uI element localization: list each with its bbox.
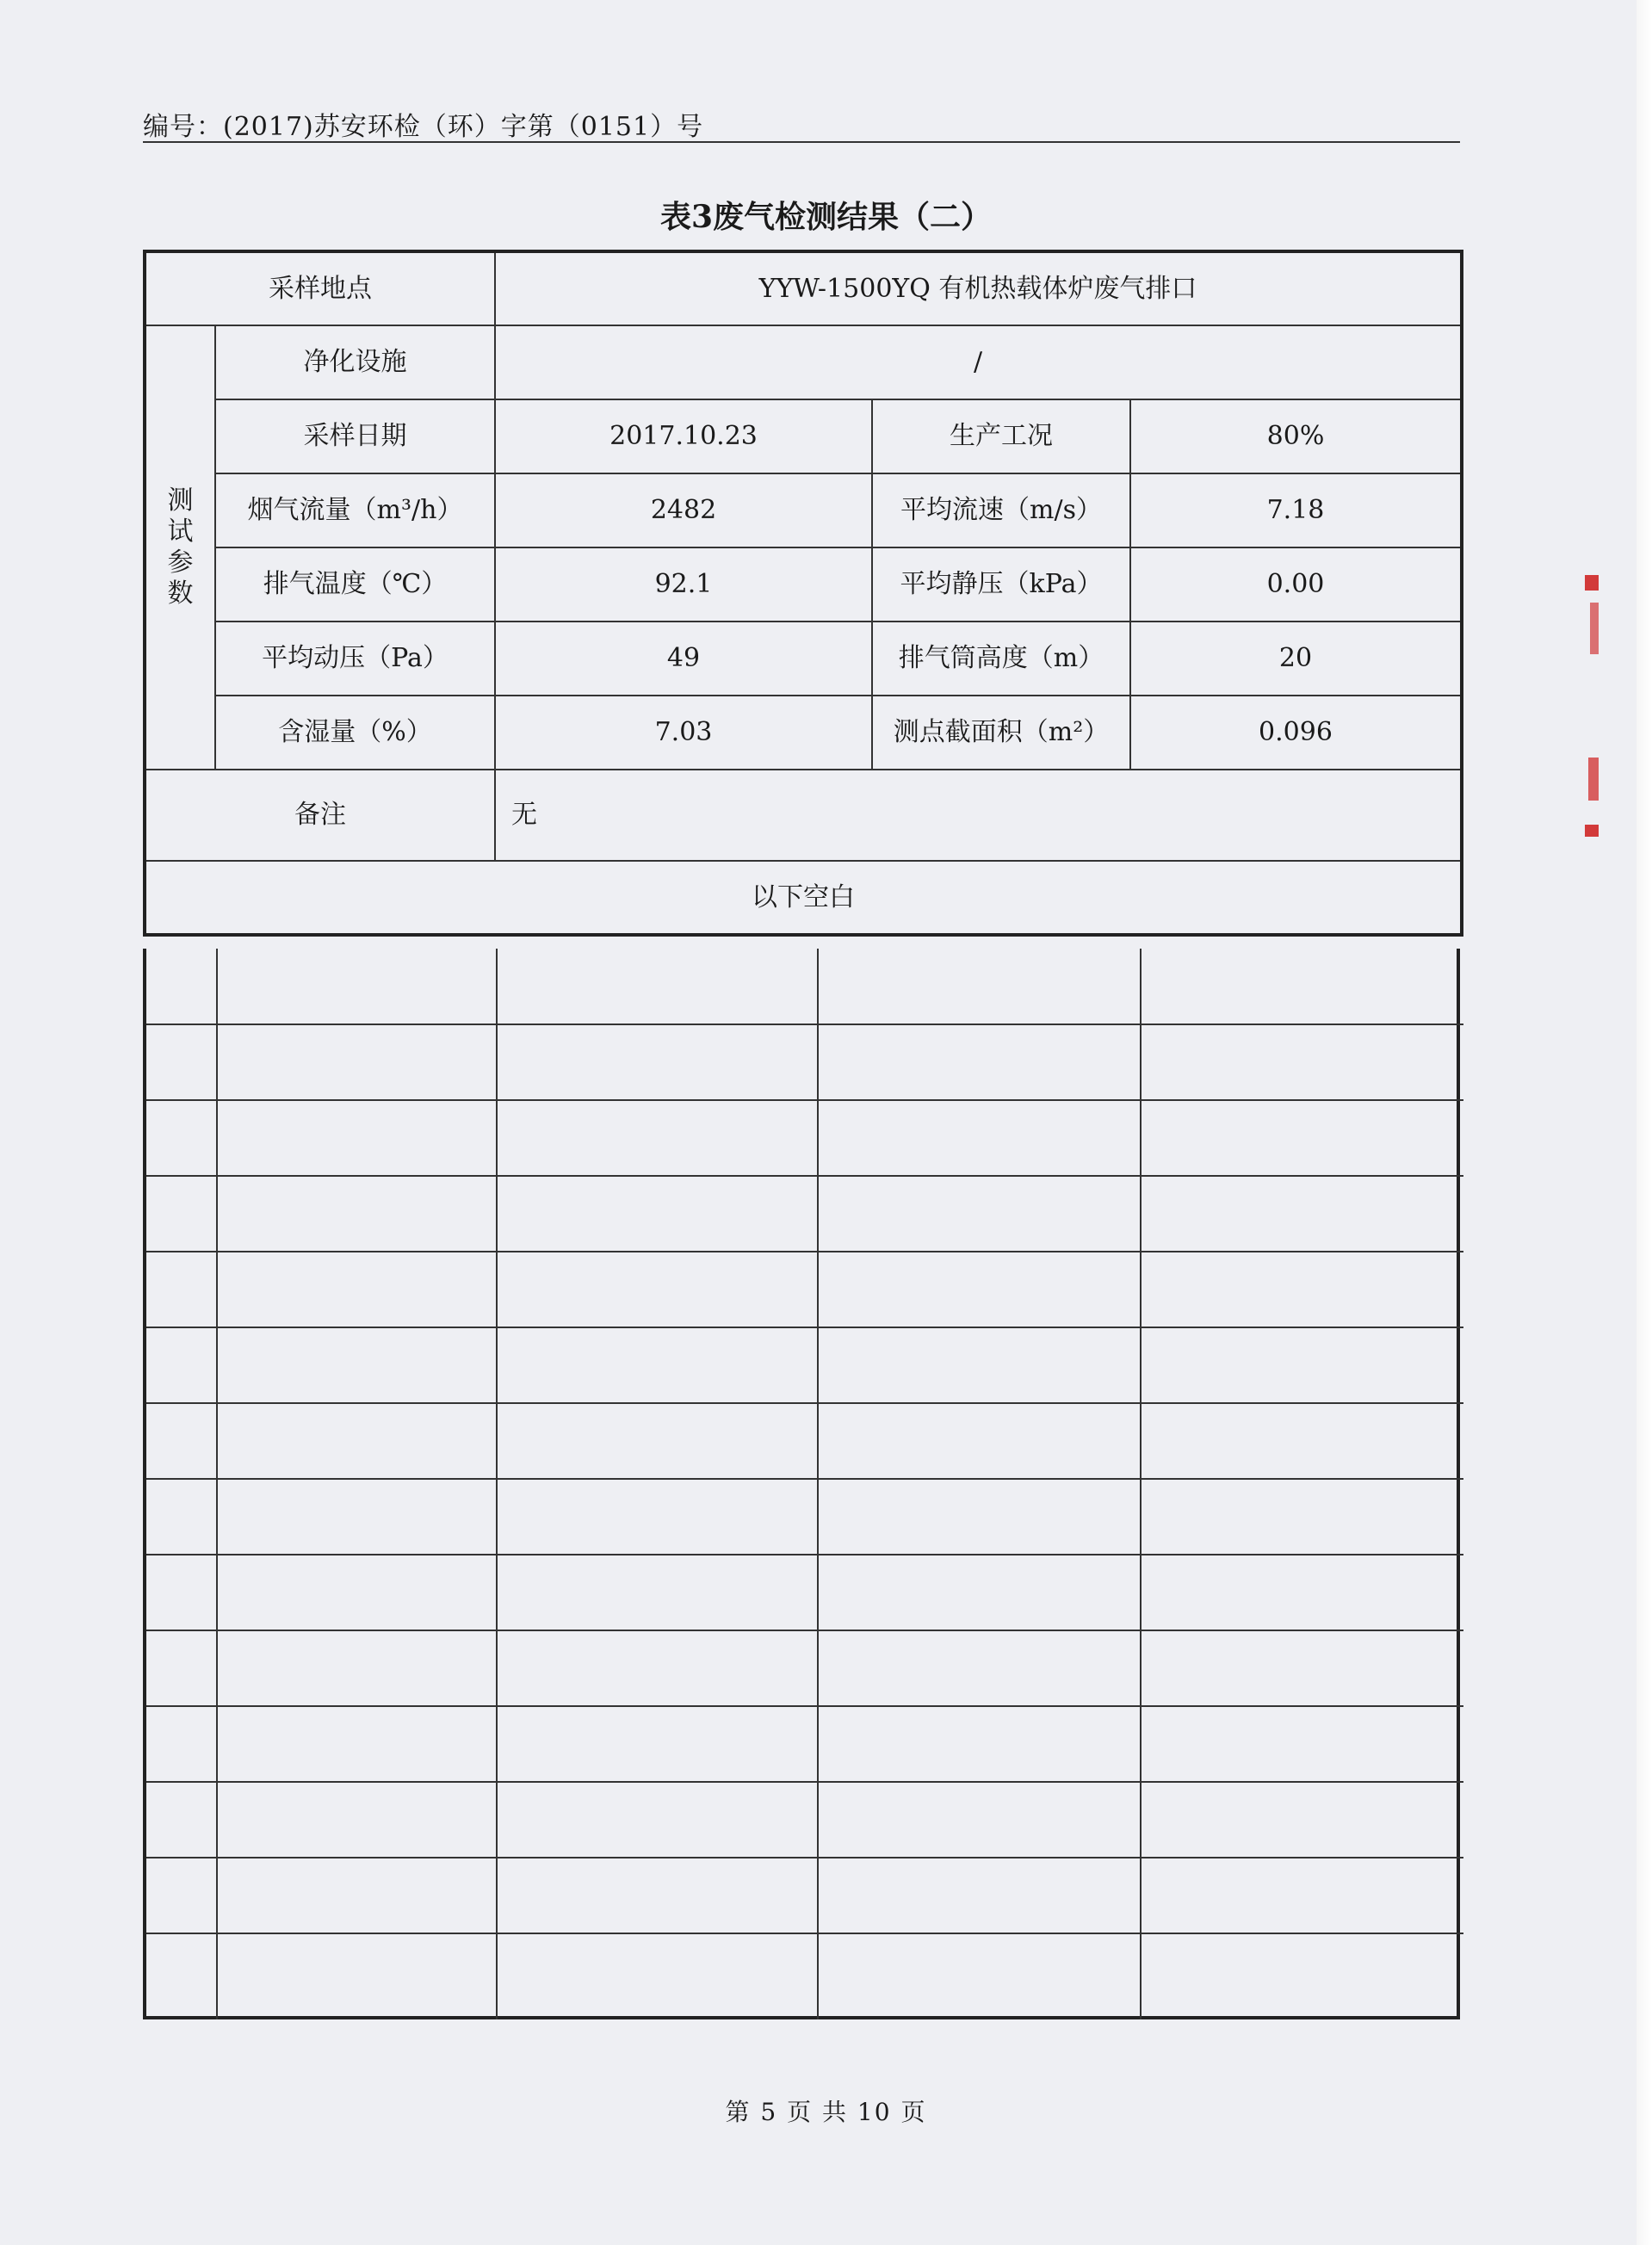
param-label: 平均静压（kPa） xyxy=(872,547,1130,622)
param-label: 排气温度（℃） xyxy=(215,547,495,622)
param-value: 49 xyxy=(495,622,872,696)
test-params-label xyxy=(145,325,215,770)
seal-fragment xyxy=(1590,603,1599,654)
param-label: 平均流速（m/s） xyxy=(872,473,1130,547)
param-value: 2482 xyxy=(495,473,872,547)
param-value: 7.03 xyxy=(495,696,872,770)
blank-note: 以下空白 xyxy=(145,861,1462,935)
param-value: 7.18 xyxy=(1130,473,1462,547)
blank-grid xyxy=(143,949,1460,2019)
param-value: 20 xyxy=(1130,622,1462,696)
page-number: 第 5 页 共 10 页 xyxy=(725,2098,927,2126)
param-value: 2017.10.23 xyxy=(495,399,872,473)
test-params-text: 测试参数 xyxy=(167,485,194,609)
exhaust-results-table xyxy=(143,250,1463,937)
param-label: 排气筒高度（m） xyxy=(872,622,1130,696)
param-value: 80% xyxy=(1130,399,1462,473)
seal-fragment xyxy=(1585,825,1599,837)
param-label: 测点截面积（m²） xyxy=(872,696,1130,770)
site-label: 采样地点 xyxy=(145,251,495,325)
param-label: 生产工况 xyxy=(872,399,1130,473)
param-label: 采样日期 xyxy=(215,399,495,473)
param-label: 烟气流量（m³/h） xyxy=(215,473,495,547)
seal-fragment xyxy=(1585,575,1599,591)
header-rule xyxy=(143,141,1460,143)
remark-value: 无 xyxy=(495,770,1462,861)
param-value: 0.096 xyxy=(1130,696,1462,770)
seal-fragment xyxy=(1588,758,1599,801)
param-label: 平均动压（Pa） xyxy=(215,622,495,696)
table-title: 表3废气检测结果（二） xyxy=(659,199,993,235)
page-edge xyxy=(1637,0,1652,2245)
purification-label: 净化设施 xyxy=(215,325,495,399)
blank-grid-lines xyxy=(146,949,1463,2019)
remark-label: 备注 xyxy=(145,770,495,861)
param-label: 含湿量（%） xyxy=(215,696,495,770)
purification-value: / xyxy=(495,325,1462,399)
report-number: 编号：(2017)苏安环检（环）字第（0151）号 xyxy=(143,112,704,142)
param-value: 0.00 xyxy=(1130,547,1462,622)
site-value: YYW-1500YQ 有机热载体炉废气排口 xyxy=(495,251,1462,325)
param-value: 92.1 xyxy=(495,547,872,622)
